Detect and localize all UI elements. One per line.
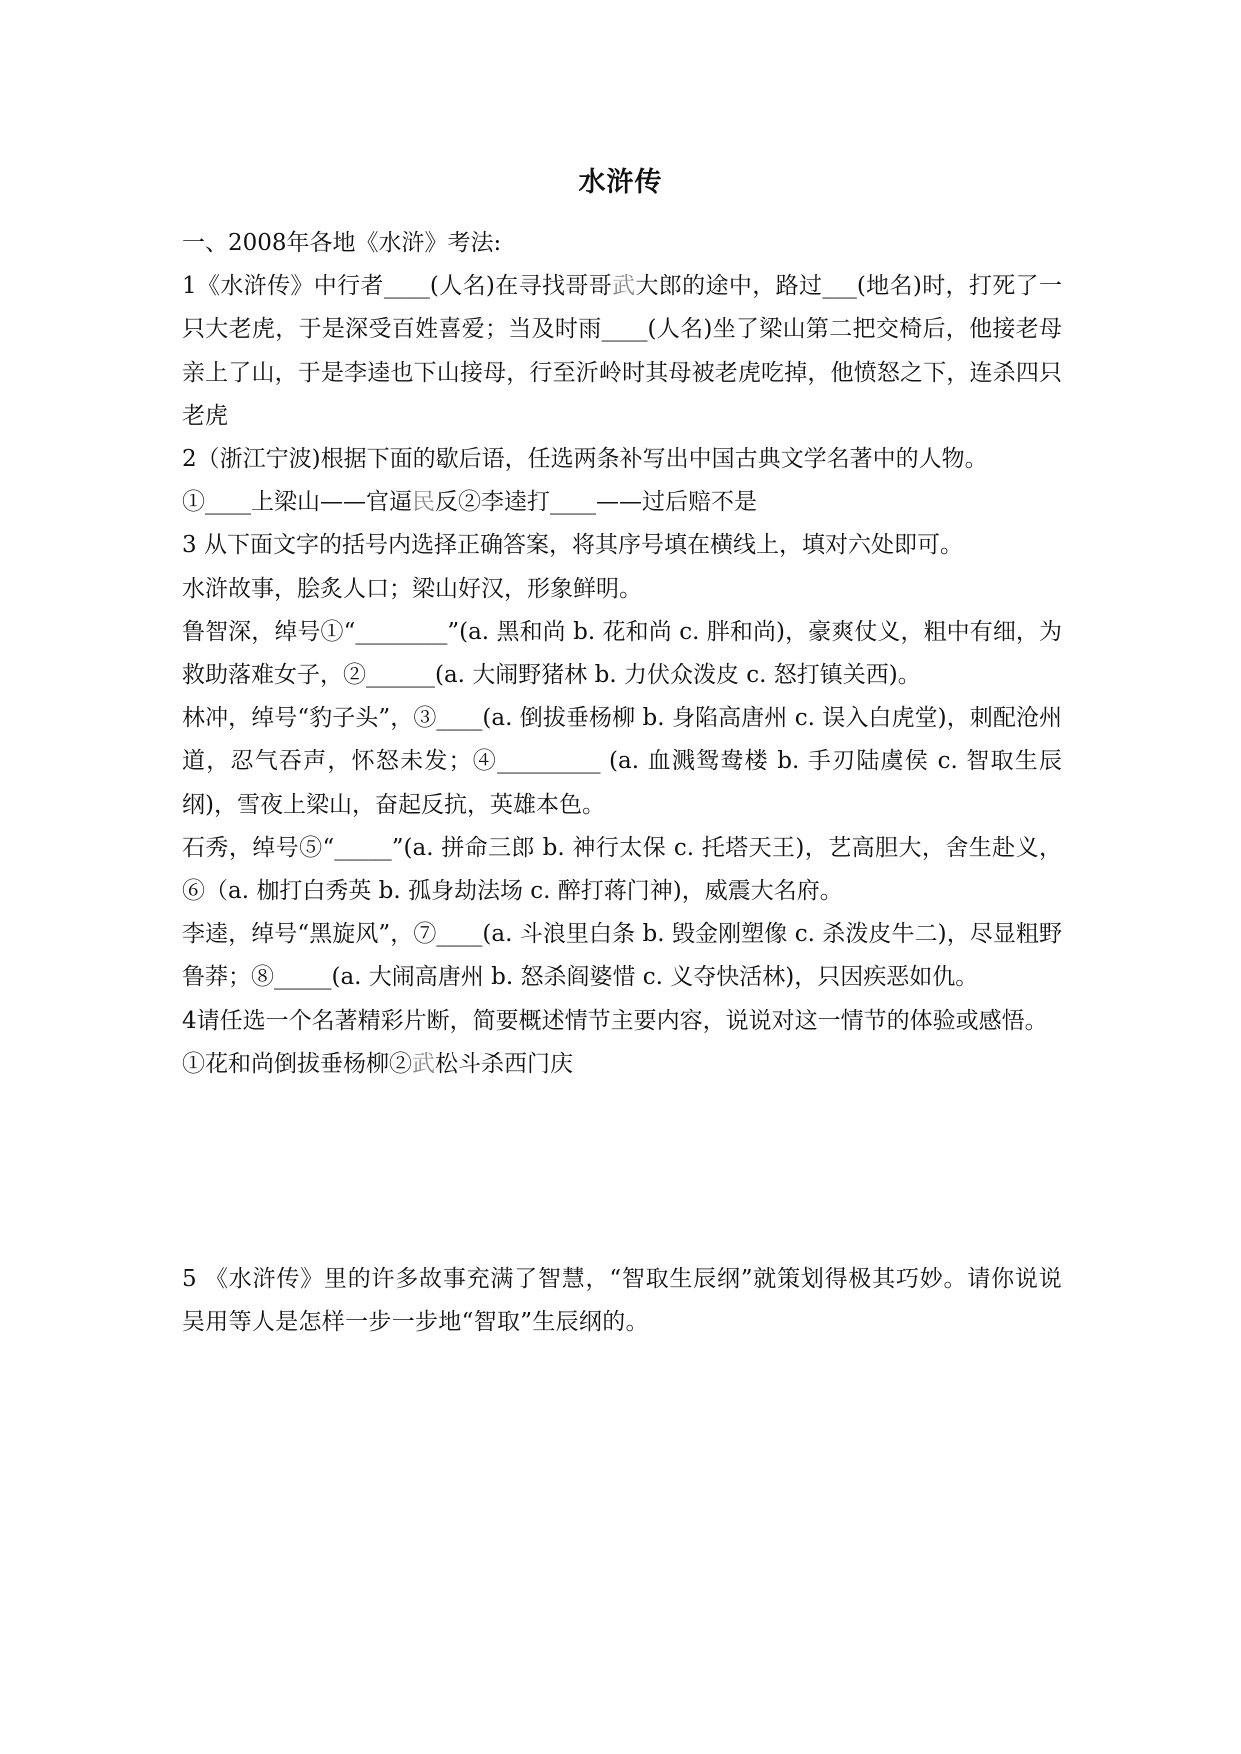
question-2-gray-char: 民 [412,489,435,516]
question-2-text-b: 反②李逵打____——过后赔不是 [435,489,757,516]
question-2-intro: 2（浙江宁波)根据下面的歇后语，任选两条补写出中国古典文学名著中的人物。 [182,446,988,473]
question-1-text-b: 大郎的途中，路过___(地名)时，打死了一只大老虎，于是深受百姓喜爱；当及时雨____(人名)坐了梁山第二把交椅后，他接老母亲上了山，于是李逵也下山接母，行至沂岭时其母被老虎吃掉，他愤怒之下，连杀四只老虎 [182,273,1063,429]
question-1-text-a: 1《水浒传》中行者____(人名)在寻找哥哥 [182,273,613,300]
question-1 [182,265,1062,438]
question-4-gray-char: 武 [412,1050,435,1077]
question-5: 5 《水浒传》里的许多故事充满了智慧，“智取生辰纲”就策划得极其巧妙。请你说说吴用等人是怎样一步一步地“智取”生辰纲的。 [182,1266,1062,1336]
question-3-lin-chong: 林冲，绰号“豹子头”，③____(a. 倒拔垂杨柳 b. 身陷高唐州 c. 误入白虎堂)，刺配沧州道，忍气吞声，怀怒未发；④_________ (a. 血溅鸳鸯楼 b. 手刃陆虞侯 c. 智取生辰纲)，雪夜上梁山，奋起反抗，英雄本色。 [182,705,1062,818]
question-3-li-kui: 李逵，绰号“黑旋风”，⑦____(a. 斗浪里白条 b. 毁金刚塑像 c. 杀泼皮牛二)，尽显粗野鲁莽；⑧_____(a. 大闹高唐州 b. 怒杀阎婆惜 c. 义夺快活林)，只因疾恶如仇。 [182,921,1062,991]
answer-space [182,1086,1062,1258]
question-4-text-b: 松斗杀西门庆 [435,1050,573,1077]
section-heading: 一、2008年各地《水浒》考法: [182,230,502,256]
question-3-intro: 3 从下面文字的括号内选择正确答案，将其序号填在横线上，填对六处即可。 [182,532,963,559]
question-4-line [182,1043,1062,1086]
question-3-lu-zhishen: 鲁智深，绰号①“________”(a. 黑和尚 b. 花和尚 c. 胖和尚)，豪爽仗义，粗中有细，为救助落难女子，②______(a. 大闹野猪林 b. 力伏众泼皮 c. 怒打镇关西)。 [182,618,1062,689]
document-body [182,222,1062,1344]
question-1-gray-char: 武 [612,273,636,300]
question-3-shi-xiu: 石秀，绰号⑤“_____”(a. 拼命三郎 b. 神行太保 c. 托塔天王)，艺高胆大，舍生赴义，⑥（a. 枷打白秀英 b. 孤身劫法场 c. 醉打蒋门神)，威震大名府。 [182,834,1062,905]
document-title: 水浒传 [578,167,663,198]
question-2-line [182,481,1062,524]
question-2-text-a: ①____上梁山——官逼 [182,489,412,516]
question-4-intro: 4请任选一个名著精彩片断，简要概述情节主要内容，说说对这一情节的体验或感悟。 [182,1007,1048,1034]
question-4-text-a: ①花和尚倒拔垂杨柳② [182,1050,412,1077]
question-3-lead: 水浒故事，脍炙人口；梁山好汉，形象鲜明。 [182,575,642,602]
